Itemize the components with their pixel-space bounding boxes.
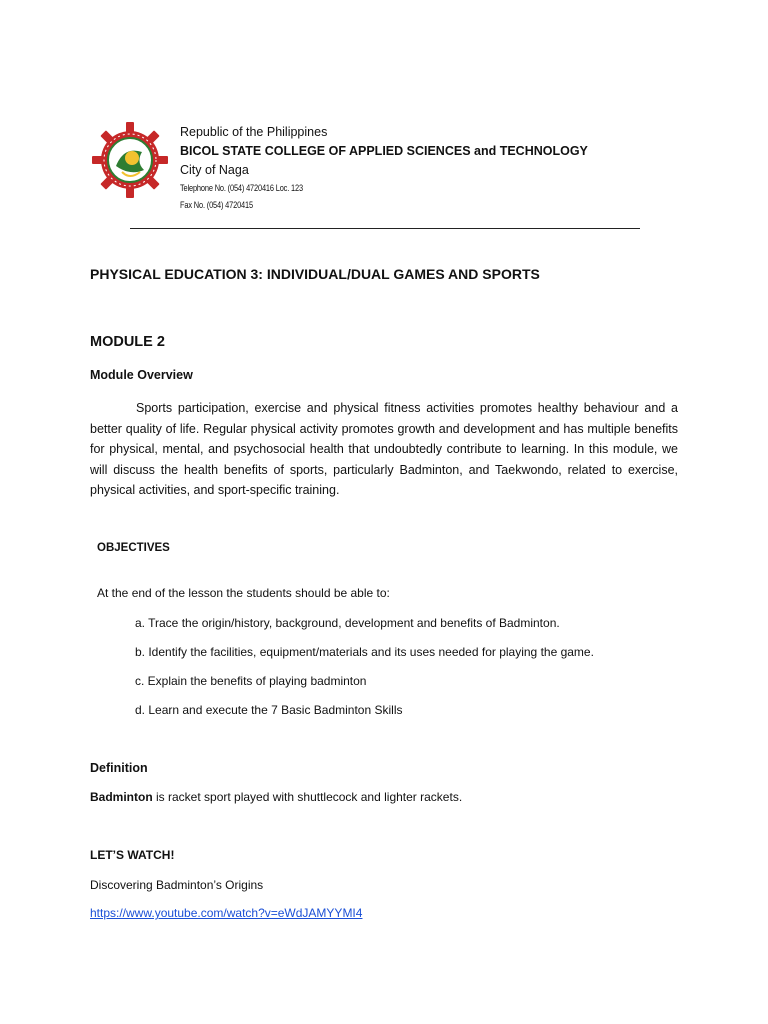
header-divider [130,228,640,229]
module-title: MODULE 2 [90,334,165,350]
objective-item: b. Identify the facilities, equipment/materials and its uses needed for playing the game. [135,645,594,659]
objective-item: d. Learn and execute the 7 Basic Badminton Skills [135,703,403,717]
objectives-heading: OBJECTIVES [97,542,170,554]
header-city: City of Naga [180,163,249,177]
header-fax: Fax No. (054) 4720415 [180,200,253,211]
header-telephone: Telephone No. (054) 4720416 Loc. 123 [180,183,303,194]
module-overview-text: Sports participation, exercise and physical fitness activities promotes healthy behaviour and a better quality of life. Regular physical activity promotes growth and development and has multiple benefits for physical, mental, and psychosocial health that undoubtedly contribute to learning. In this module, we will discuss the health benefits of sports, particularly Badminton, and Taekwondo, related to exercise, physical activities, and sport-specific training. [90,401,678,498]
video-caption: Discovering Badminton’s Origins [90,878,264,892]
college-gear-seal-icon [92,122,168,198]
objective-item: a. Trace the origin/history, background, development and benefits of Badminton. [135,616,560,630]
lets-watch-heading: LET’S WATCH! [90,848,175,862]
course-title: PHYSICAL EDUCATION 3: INDIVIDUAL/DUAL GAMES AND SPORTS [90,266,540,282]
definition-text [90,790,462,804]
definition-term: Badminton [90,790,153,804]
youtube-video-link[interactable]: https://www.youtube.com/watch?v=eWdJAMYYMI4 [90,906,363,920]
objectives-intro: At the end of the lesson the students should be able to: [97,586,390,600]
header-college-name: BICOL STATE COLLEGE OF APPLIED SCIENCES and TECHNOLOGY [180,144,588,158]
definition-body: is racket sport played with shuttlecock and lighter rackets. [152,790,463,804]
objective-item: c. Explain the benefits of playing badminton [135,674,367,688]
module-overview-heading: Module Overview [90,368,193,382]
definition-heading: Definition [90,761,148,775]
header-republic: Republic of the Philippines [180,125,328,139]
